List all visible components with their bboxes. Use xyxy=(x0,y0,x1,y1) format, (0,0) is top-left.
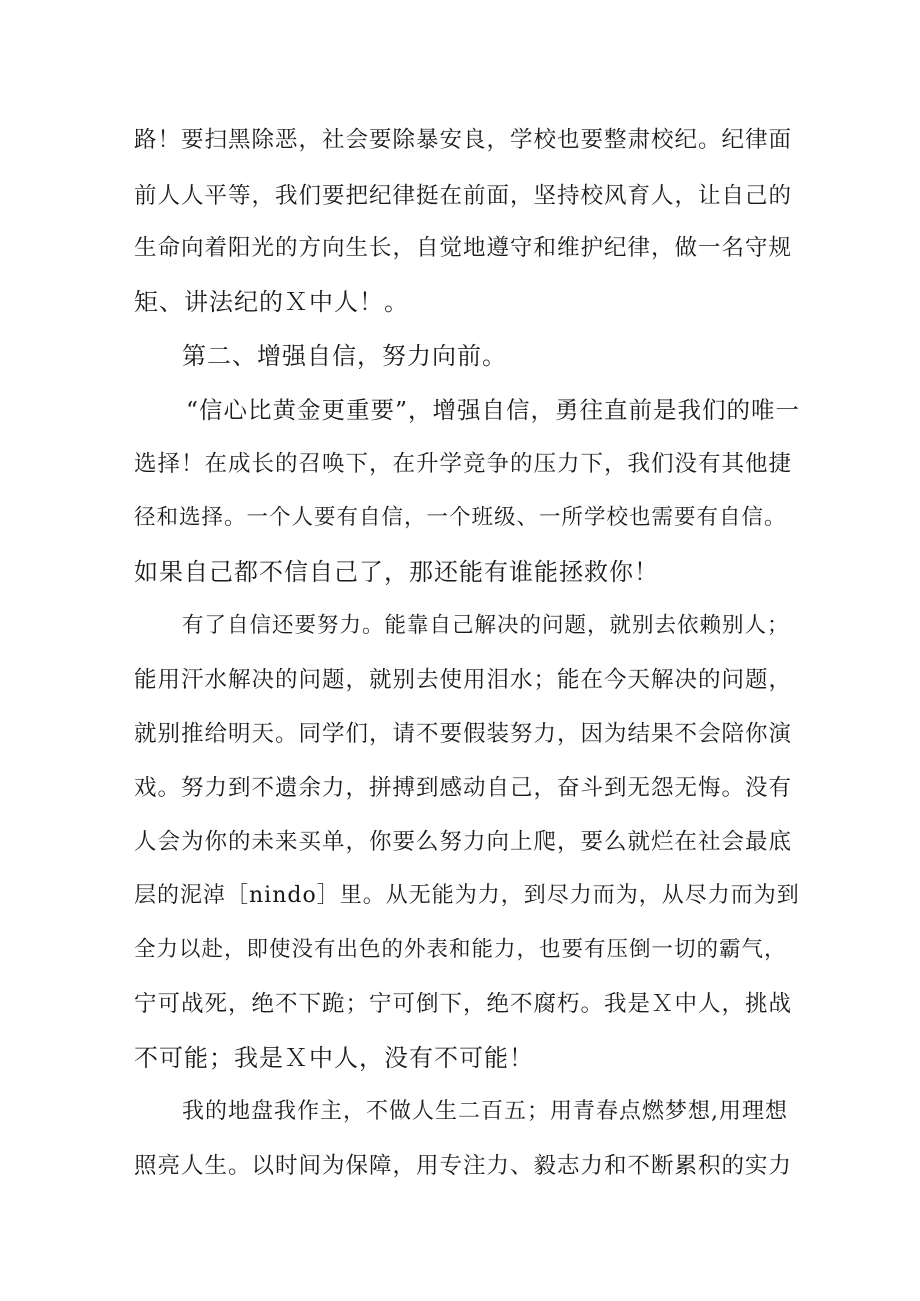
text-line: 全力以赴，即使没有出色的外表和能力，也要有压倒一切的霸气， xyxy=(134,937,787,962)
text-line: 宁可战死，绝不下跪；宁可倒下，绝不腐朽。我是Ｘ中人，挑战 xyxy=(134,991,793,1017)
text-line: 我的地盘我作主，不做人生二百五；用青春点燃梦想,用理想 xyxy=(182,1099,788,1124)
text-line: 人会为你的未来买单，你要么努力向上爬，要么就烂在社会最底 xyxy=(134,829,793,855)
text-line: 能用汗水解决的问题，就别去使用泪水；能在今天解决的问题， xyxy=(134,667,793,693)
text-line: 就别推给明天。同学们，请不要假装努力，因为结果不会陪你演 xyxy=(134,721,793,747)
text-line: 不可能；我是Ｘ中人，没有不可能！ xyxy=(134,1044,534,1072)
text-line: 层的泥淖［nindo］里。从无能为力，到尽力而为，从尽力而为到 xyxy=(134,883,800,908)
text-line: 如果自己都不信自己了，那还能有谁能拯救你！ xyxy=(134,558,659,586)
text-line: “信心比黄金更重要”，增强自信，勇往直前是我们的唯一 xyxy=(186,396,801,424)
text-line: 矩、讲法纪的Ｘ中人！。 xyxy=(134,288,409,316)
text-line: 有了自信还要努力。能靠自己解决的问题，就别去依赖别人； xyxy=(182,613,790,638)
text-line: 前人人平等，我们要把纪律挺在前面，坚持校风育人，让自己的 xyxy=(134,183,793,209)
text-line: 径和选择。一个人要有自信，一个班级、一所学校也需要有自信。 xyxy=(134,505,787,530)
text-line: 生命向着阳光的方向生长，自觉地遵守和维护纪律，做一名守规 xyxy=(134,235,793,261)
text-line: 路！要扫黑除恶，社会要除暴安良，学校也要整肃校纪。纪律面 xyxy=(134,127,793,153)
text-line: 选择！在成长的召唤下，在升学竞争的压力下，我们没有其他捷 xyxy=(134,451,793,477)
text-line: 照亮人生。以时间为保障，用专注力、毅志力和不断累积的实力 xyxy=(134,1153,793,1179)
section-heading: 第二、增强自信，努力向前。 xyxy=(182,342,507,370)
text-line: 戏。努力到不遗余力，拼搏到感动自己，奋斗到无怨无悔。没有 xyxy=(134,775,793,801)
